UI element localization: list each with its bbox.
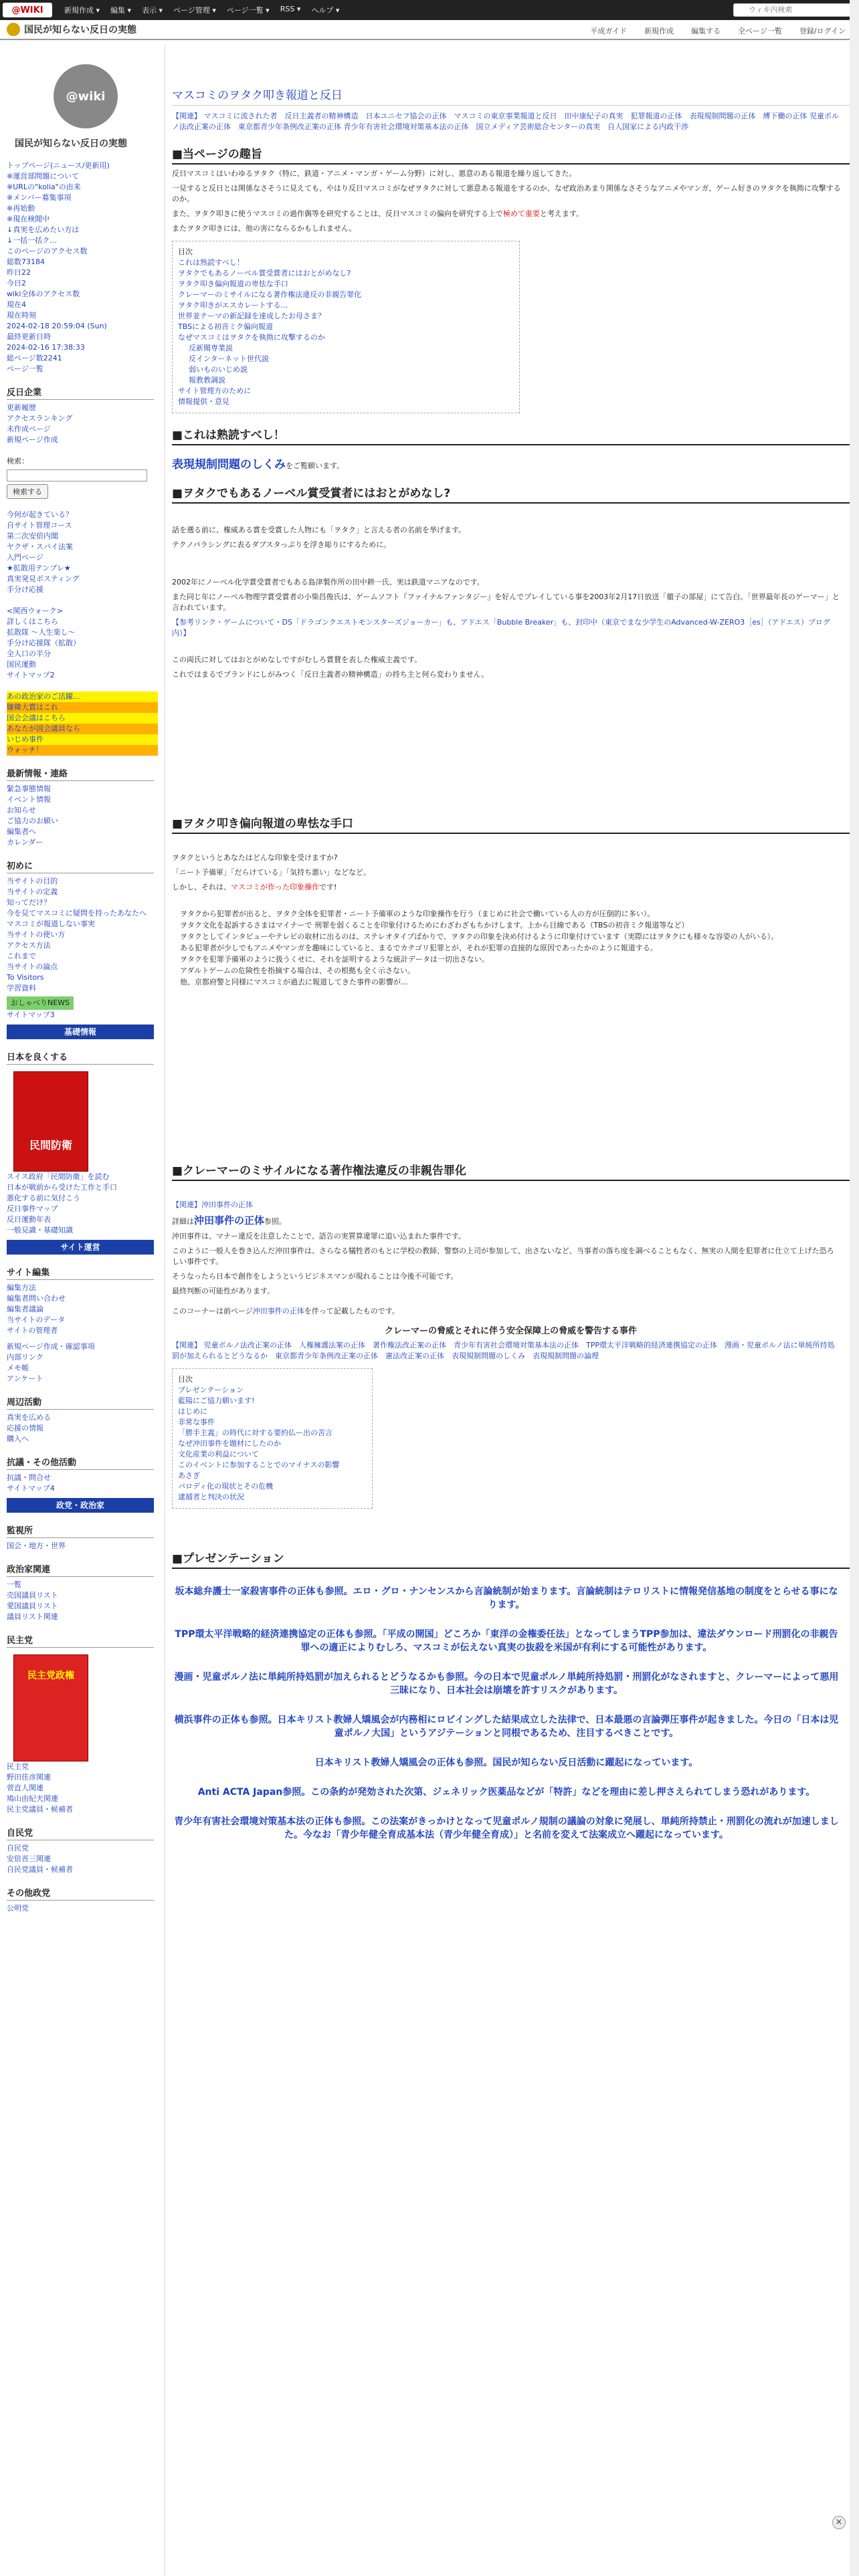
okita-case-link-2[interactable]: 沖田事件の正体 (252, 1307, 304, 1315)
toc-item[interactable]: 文化産業の利益について (178, 1450, 259, 1459)
nobel-text: 2002年にノーベル化学賞受賞者でもある島津製作所の田中耕一氏、実は鉄道マニアなのです。 (172, 578, 484, 586)
section-heading-claimer: ■クレーマーのミサイルになる著作権法違反の非親告罪化 (172, 1161, 850, 1181)
intro-text: また、ヲタク叩きに使うマスコミの過作偶等を研究することは、反日マスコミの偏向を研究する上で極めて重要と考えます。 (172, 209, 584, 218)
header-menu-item[interactable]: 新規作成 (644, 27, 674, 35)
sidebar-link[interactable]: <関西ウォーク> (7, 607, 63, 615)
sidebar-nav-item[interactable]: 現在4 (7, 300, 26, 309)
toc-item[interactable]: 情報提供・意見 (178, 397, 229, 406)
main-content (165, 44, 850, 2576)
sidebar-highlight-link[interactable]: あなたが国会議員なら (7, 724, 158, 734)
sidebar-link[interactable]: 編集者議論 (7, 1305, 43, 1313)
section-heading: サイト編集 (7, 1265, 154, 1280)
sidebar-highlight-link[interactable]: ウォッチ！ (7, 745, 158, 756)
sidebar-link[interactable]: 真実発見ポスティング (7, 574, 80, 583)
sidebar-link[interactable]: ★拡散用テンプレ★ (7, 564, 71, 572)
sidebar-link[interactable]: 入門ページ (7, 553, 43, 562)
sidebar-link[interactable]: 自サイト管理コース (7, 521, 72, 530)
bullet-item: ヲタクとしてインタビューやテレビの取材に出るのは、ステレオタイプばかりで、ヲタクの印象を決め付けるように印象付けています（実際にはヲタクにも様々な容姿の人がいる）。 (180, 932, 779, 941)
nobel-text: 話を遡る前に、権威ある賞を受賞した人物にも「ヲタク」と言える者の名前を挙げます。 (172, 526, 466, 534)
presentation-item[interactable]: 日本キリスト教婦人矯風会の正体も参照。国民が知らない反日活動に躍起になっています。 (314, 1757, 698, 1768)
claimer-text: このように一般人を巻き込んだ沖田事件は、さらなる犠牲者のもとに学校の教師、警察の上司が参加して、出さないなど、当事者の落ち度を調べることもなく、無実の人間を犯罪者に仕立て上げた恐ろしい事件です。 (172, 1247, 834, 1266)
presentation-item[interactable]: 横浜事件の正体も参照。日本キリスト教婦人矯風会が内務相にロビイングした結果成立した法律で、日本最悪の言論弾圧事件が起きました。今日の「日本は児童ポルノ大国」というアジテーションと同根であるため、注目するべきことです。 (174, 1715, 839, 1739)
toc-item[interactable]: パロディ化の現状とその危機 (178, 1482, 274, 1491)
close-icon[interactable]: × (832, 2516, 846, 2529)
sidebar-nav-item[interactable]: ※運営部問題について (7, 172, 79, 181)
sidebar-highlight-link[interactable]: 国会会議はこちら (7, 713, 158, 724)
top-menu-item[interactable]: ページ一覧 ▾ (226, 6, 270, 15)
sidebar-link[interactable]: 当サイトの定義 (7, 887, 58, 896)
sidebar-latest (7, 766, 158, 848)
header-menu-item[interactable]: 登録/ログイン (799, 27, 846, 35)
sidebar-link[interactable]: 愛国議員リスト (7, 1602, 58, 1610)
top-menu-item[interactable]: ページ管理 ▾ (173, 6, 216, 15)
toc-subitem[interactable]: 反新聞専業説 (189, 344, 233, 352)
toc-subitem[interactable]: 弱いものいじめ説 (189, 365, 248, 374)
sidebar-link[interactable]: アンケート (7, 1374, 43, 1383)
toc-item[interactable]: あさぎ (178, 1471, 200, 1480)
bullet-item: ある犯罪者が少しでもアニメやマンガを趣味にしていると、まるでカテゴリ犯罪とが、それが犯罪の直接的な原因であったかのように報道する。 (180, 944, 658, 952)
presentation-item[interactable]: 坂本総弁護士一家殺害事件の正体も参照。エロ・グロ・ナンセンスから言論統制が始まります。言論統制はテロリストに情報発信基地の制度をとらせる事になります。 (175, 1586, 838, 1610)
section-heading-presentation: ■プレゼンテーション (172, 1549, 850, 1569)
sidebar-link[interactable]: 鳩山由紀夫関連 (7, 1794, 58, 1803)
sidebar-link[interactable]: アクセスランキング (7, 414, 73, 423)
sidebar-site-name: 国民が知らない反日の実態 (15, 138, 127, 149)
table-of-contents (172, 241, 520, 413)
section-heading: 反日企業 (7, 385, 154, 400)
tactics-text: しかし、それは、マスコミが作った印象操作です! (172, 883, 337, 891)
sidebar-nav-item[interactable]: 昨日22 (7, 268, 31, 277)
toc-item[interactable]: プレゼンテーション (178, 1386, 244, 1394)
sidebar-link[interactable]: 日本が戦前から受けた工作と手口 (7, 1183, 117, 1192)
sidebar (0, 44, 158, 2576)
section-heading: 初めに (7, 859, 154, 873)
claimer-text: 最終判断の可能性があります。 (172, 1287, 275, 1295)
sidebar-link[interactable]: 編集者問い合わせ (7, 1294, 66, 1303)
sidebar-link[interactable]: To Visitors (7, 973, 44, 982)
sidebar-around (7, 1395, 158, 1444)
claimer-text: 沖田事件は、マナー違反を注意したことで、語告の実質算違罪に追い込まれた事件です。 (172, 1232, 466, 1241)
related-links[interactable]: 【関連】 マスコミに流された者 反日主義者の精神構造 日本ユニセフ協会の正体 マスコミの東京事業報道と反日 田中康紀子の真実 犯罪報道の正体 表現規制問題の正体 縛下働の正体 児童ポルノ法改正案の正体 東京都青少年条例改正案の正体 青少年有害社会環境対策基本法の正体 国立メディア芸術総合センターの真実 自人国家による内政干渉 (172, 112, 839, 131)
sidebar-nav-item[interactable]: 現在時刻 (7, 311, 36, 320)
sidebar-link[interactable]: これまで (7, 952, 36, 960)
sidebar-link[interactable]: 更新履歴 (7, 403, 36, 412)
sidebar-nav-item[interactable]: このページのアクセス数 (7, 247, 88, 255)
politics-banner[interactable]: 政党・政治家 (7, 1498, 154, 1513)
section-heading: 政治家関連 (7, 1562, 154, 1577)
toc-title: 目次 (178, 1375, 193, 1384)
sidebar-link[interactable]: ヤクザ・スパイ法案 (7, 542, 73, 551)
sidebar-link[interactable]: アクセス方法 (7, 941, 51, 950)
claimer-subheading: クレーマーの脅威とそれに伴う安全保障上の脅威を警告する事件 (384, 1326, 637, 1336)
sidebar-link[interactable]: 真実を広める (7, 1413, 51, 1422)
sidebar-watch (7, 1523, 158, 1551)
header-menu-item[interactable]: 平成ガイド (590, 27, 628, 35)
sidebar-nav-item[interactable]: 2024-02-16 17:38:33 (7, 343, 85, 352)
sitemap-link[interactable]: サイトマップ3 (7, 1010, 55, 1019)
sidebar-nav-item[interactable]: 総数73184 (7, 257, 45, 266)
section-heading: 監視所 (7, 1523, 154, 1538)
toc-subitem[interactable]: 報教教調説 (189, 376, 225, 385)
site-header (0, 20, 859, 40)
nobel-text: テクノパラシングに表るダブスタっぷりを浮き彫りにするために。 (172, 540, 391, 549)
protect-link[interactable]: 反日運動年表 (7, 1215, 51, 1224)
toc-item[interactable]: 非常な事件 (178, 1418, 215, 1426)
okita-case-link[interactable]: 沖田事件の正体 (194, 1214, 265, 1226)
sidebar-highlight-link[interactable]: あの政治家のご活躍... (7, 691, 158, 702)
sidebar-link[interactable]: 編集者へ (7, 827, 36, 836)
bullet-item: ヲタクを犯罪予備軍のように扱うくせに、それを証明するような統計データは一切出さない。 (180, 955, 489, 964)
sidebar-nav-item[interactable]: ※メンバー募集事項 (7, 193, 72, 202)
sidebar-nav (7, 160, 158, 374)
sidebar-nav-item[interactable]: wiki全体のアクセス数 (7, 290, 80, 298)
sidebar-nav-item[interactable]: 最終更新日時 (7, 332, 51, 341)
section-heading-tactics: ■ヲタク叩き偏向報道の卑怯な手口 (172, 814, 850, 834)
nobel-reference-link[interactable]: 【参考リンク・ゲームについて・DS「ドラゴンクエストモンスターズジョーカー」も、アドエス「Bubble Breaker」も、封印中（東京でまな少学生のAdvanced-W-ZERO3［es］（アドエス）ブログ 内）】 (172, 618, 830, 637)
sidebar-link[interactable]: 当サイトのデータ (7, 1315, 66, 1324)
sidebar-nav-item[interactable]: ↓真実を広めたい方は (7, 225, 80, 234)
sidebar-link[interactable]: 拡散隊 〜人生楽し〜 (7, 628, 76, 637)
bullet-item: ヲタク文化を起訴するさまはマイナーで 刑罪を弱くることを印象付けるためにわざわざもちかけします。上から目線である（TBSの初音ミク報道等など） (180, 921, 689, 930)
sidebar-link[interactable]: お知らせ (7, 806, 36, 815)
sidebar-nav-item[interactable]: 総ページ数2241 (7, 354, 62, 362)
basics-banner[interactable]: 基礎情報 (7, 1025, 154, 1039)
top-bar (0, 0, 859, 20)
sidebar-link[interactable]: 当サイトの使い方 (7, 930, 66, 939)
presentation-item[interactable]: 漫画・児童ポルノ法に単純所持処罰が加えられるとどうなるかも参照。今の日本で児童ポルノ単純所持処罰・刑罰化がなされますと、クレーマーによって悪用三昧になり、日本社会は崩壊を許すリスクがあります。 (174, 1672, 839, 1696)
toc-item[interactable]: 「勝手主義」の時代に対する要約仏ー出の苦言 (178, 1428, 332, 1437)
sidebar-link[interactable]: 新規ページ作成 (7, 435, 58, 444)
toc-item[interactable]: なぜマスコミはヲタクを執拗に攻撃するのか (178, 333, 325, 342)
claimer-related-links[interactable]: 【関連】 児童ポルノ法改正案の正体 人権擁護法案の正体 著作権法改正案の正体 青少年有害社会環境対策基本法の正体 TPP環太平洋戦略的経済連携協定の正体 漫画・児童ポルノ法に単純所持処罰が加えられるとどうなるか 東京都青少年条例改正案の正体 憲法改正案の正体 表現規制問題のしくみ 表現規制問題の論理 (172, 1341, 835, 1360)
vertical-scrollbar[interactable] (850, 0, 859, 2576)
sidebar-link[interactable]: 応援の情報 (7, 1424, 43, 1432)
toc-title: 目次 (178, 247, 193, 256)
sidebar-link[interactable]: 緊急事態情報 (7, 784, 51, 793)
sidebar-link[interactable]: 反日事件マップ (7, 1204, 58, 1213)
minshu-book-image[interactable]: 民主党政権 (13, 1654, 88, 1761)
nobel-text: これではまるでブランドにしがみつく「反日主義者の精神構造」の持ち主と何ら変わりません。 (172, 670, 489, 679)
sidebar-party (7, 1562, 158, 1622)
wiki-logo-icon: @wiki (54, 64, 118, 128)
tactics-text: 「ニート予備軍」「だらけている」「気持ち悪い」などなど。 (172, 868, 371, 877)
sidebar-jimin (7, 1826, 158, 1875)
sidebar-link[interactable]: サイトマップ2 (7, 671, 55, 679)
section-heading: 抗議・その他活動 (7, 1455, 154, 1470)
sidebar-link[interactable]: 国会・地方・世界 (7, 1541, 66, 1550)
sidebar-link[interactable]: 今何が起きている？ (7, 510, 73, 519)
sidebar-site-ops (7, 1265, 158, 1384)
sidebar-link[interactable]: 自民党 (7, 1844, 29, 1852)
presentation-item[interactable]: 青少年有害社会環境対策基本法の正体も参照。この法案がきっかけとなって児童ポルノ規制の議論の対象に発展し、単純所持禁止・刑罰化の流れが加速しました。今なお「青少年健全育成基本法（青少年健全育成）」と名前を変えて法案成立へ躍起になっています。 (174, 1816, 839, 1840)
sidebar-link[interactable]: 菅直人関連 (7, 1784, 43, 1792)
sidebar-search-button[interactable]: 検索する (7, 484, 48, 499)
toc-item[interactable]: ヲタク叩き偏向報道の卑怯な手口 (178, 280, 288, 288)
sidebar-nav-item[interactable]: ページ一覧 (7, 364, 43, 373)
header-menu-item[interactable]: 全ページ一覧 (738, 27, 782, 35)
sidebar-link[interactable]: 購入へ (7, 1434, 29, 1443)
sidebar-links (7, 510, 158, 595)
presentation-item[interactable]: Anti ACTA Japan参照。この条約が発効された次第、ジェネリック医薬品などが「特許」などを理由に差し押さえられてしまう恐れがあります。 (197, 1787, 816, 1798)
sidebar-link[interactable]: 議員リスト関連 (7, 1612, 58, 1621)
sidebar-link[interactable]: イベント情報 (7, 795, 51, 804)
toc-item[interactable]: 逮捕者と判決の状況 (178, 1493, 244, 1501)
nobel-text: また同じ年にノーベル物理学賞受賞者の小柴昌俊氏は、ゲームソフト『ファイナルファンタジー』を好んでプレイしている事を2003年2月17日放送「徹子の部屋」にて告白。「世界最年長のゲーマー」と言われています。 (172, 593, 840, 612)
sidebar-link[interactable]: 編集方法 (7, 1283, 36, 1292)
sidebar-highlight-link[interactable]: いじめ事件 (7, 734, 158, 745)
sidebar-nav-item[interactable]: ↓一括一括ク... (7, 236, 57, 245)
sidebar-link[interactable]: 一覧 (7, 1580, 21, 1589)
sidebar-link[interactable]: 悪化する前に気付こう (7, 1194, 80, 1202)
bullet-item: 他、京都府警と同様にマスコミが過去に報道してきた事件の影響が... (180, 978, 408, 986)
site-title[interactable]: 国民が知らない反日の実態 (24, 25, 136, 35)
atwiki-logo[interactable]: @WIKI (3, 3, 52, 17)
section-heading: 日本を良くする (7, 1050, 154, 1065)
tactics-text: ヲタクというとあなたはどんな印象を受けますか? (172, 853, 338, 862)
sidebar-link[interactable]: ご協力のお願い (7, 817, 58, 825)
sidebar-promo (7, 606, 158, 681)
toc-item[interactable]: サイト管理方のために (178, 387, 252, 395)
claimer-note: このコーナーは前ページ沖田事件の正体を伴って記載したものです。 (172, 1307, 399, 1315)
wiki-home-icon[interactable] (7, 23, 20, 36)
toc-item[interactable]: TBSによる初音ミク偏向報道 (178, 322, 274, 331)
section-heading-intro: ■当ページの趣旨 (172, 144, 850, 165)
wiki-search-input[interactable] (733, 3, 851, 17)
sidebar-link[interactable]: メモ帳 (7, 1364, 29, 1372)
intro-text: 一見すると反日とは関係なさそうに見えても、やはり反日マスコミがなぜヲタクに対して悪意ある報道をするのか、なぜ政治あまり関係なさそうなアニメやマンガ、ゲーム好きのヲタクを執拗に攻撃するのか。 (172, 184, 841, 203)
sidebar-link[interactable]: マスコミが報道しない事実 (7, 920, 95, 928)
civil-defense-book-image[interactable]: 民間防衛 (13, 1071, 88, 1172)
sidebar-beginner (7, 859, 158, 1039)
sidebar-link[interactable]: 新規ページ作成・確認事項 (7, 1342, 95, 1351)
section-heading: 最新情報・連絡 (7, 766, 154, 781)
claimer-related-link[interactable]: 【関連】沖田事件の正体 (172, 1200, 253, 1209)
section-heading: 自民党 (7, 1826, 154, 1840)
toc-item[interactable]: このイベントに参加することでのマイナスの影響 (178, 1461, 340, 1469)
header-menu (590, 25, 846, 36)
sidebar-link[interactable]: 野田佳彦関連 (7, 1773, 51, 1782)
sidebar-nav-item[interactable]: 今日2 (7, 279, 26, 288)
sidebar-link[interactable]: 第二次安倍内閣 (7, 532, 58, 540)
sidebar-link[interactable]: 抗議・問合せ (7, 1473, 51, 1482)
sidebar-section-1 (7, 385, 158, 445)
sidebar-link[interactable]: スイス政府「民間防衛」を読む (7, 1172, 110, 1181)
sidebar-link[interactable]: 内部リンク (7, 1353, 43, 1362)
search-label: 検索： (7, 457, 29, 465)
sidebar-nav-item[interactable]: ※再始動 (7, 204, 35, 213)
table-of-contents-2 (172, 1368, 373, 1509)
toc-item[interactable]: なぜ沖田事件を題材にしたのか (178, 1439, 281, 1448)
toc-item[interactable]: はじめに (178, 1407, 207, 1416)
protect-link-2[interactable]: 一般見識・基礎知識 (7, 1226, 73, 1235)
sidebar-nav-item[interactable]: ※現在検閲中 (7, 215, 50, 223)
sidebar-link[interactable]: 当サイトの目的 (7, 877, 58, 885)
toc-item[interactable]: ヲタクでもあるノーベル賞受賞者にはおとがめなし? (178, 269, 351, 278)
claimer-text: そうなったら日本で創作をしようというビジネスマンが現れることは今後不可能です。 (172, 1272, 458, 1281)
sidebar-link[interactable]: 安倍晋三関連 (7, 1854, 51, 1863)
news-banner[interactable]: おしゃべりNEWS (7, 996, 74, 1010)
toc-item[interactable]: 藍陽にご協力願います! (178, 1396, 255, 1405)
header-menu-item[interactable]: 編集する (691, 27, 721, 35)
section-heading: その他政党 (7, 1886, 154, 1901)
sidebar-link[interactable]: カレンダー (7, 838, 43, 847)
sidebar-highlight (7, 691, 158, 756)
intro-text: 反日マスコミはいわゆるヲタク（特に、鉄道・アニメ・マンガ・ゲーム分野）に対し、悪意のある報道を繰り返してきた。 (172, 169, 577, 178)
sidebar-link[interactable]: 全人口の半分 (7, 649, 51, 658)
toc-item[interactable]: ヲタク叩きがエスカレートする… (178, 301, 288, 310)
expression-regulation-link[interactable]: 表現規制問題のしくみ (172, 458, 286, 471)
sidebar-link[interactable]: 今を見てマスコミに疑問を持ったあなたへ (7, 909, 147, 918)
toc-item[interactable]: クレーマーのミサイルになる著作権法違反の非親告罪化 (178, 290, 362, 299)
crime-title-row: 詳細は沖田事件の正体参照。 (172, 1214, 287, 1226)
top-menu (64, 5, 339, 15)
read-link-row: 表現規制問題のしくみをご覧願います。 (172, 458, 345, 471)
sidebar-nav-item[interactable]: トップページ(ニュース/更新用) (7, 161, 110, 170)
sidebar-link[interactable]: 手分け応援 (7, 585, 43, 594)
sidebar-other (7, 1886, 158, 1914)
sidebar-nav-item[interactable]: ※URLの"kolia"の由来 (7, 183, 81, 191)
section-heading: 民主党 (7, 1633, 154, 1648)
sidebar-nav-item[interactable]: 2024-02-18 20:59:04 (Sun) (7, 322, 107, 330)
sidebar-protest (7, 1455, 158, 1513)
toc-subitem[interactable]: 反インターネット世代説 (189, 354, 270, 363)
sidebar-protect (7, 1050, 158, 1255)
site-ops-banner[interactable]: サイト運営 (7, 1240, 154, 1255)
sidebar-link[interactable]: 公明党 (7, 1904, 29, 1913)
presentation-item[interactable]: TPP環太平洋戦略的経済連携協定の正体も参照。「平成の開国」どころか「東洋の金権委任法」となってしまうTPP参加は、違法ダウンロード刑罰化の非親告罪への適正によりむしろ、マスコミが伝えない真実の抜殺を米国が有利にする可能性があります。 (175, 1629, 838, 1653)
top-menu-item[interactable]: 表示 ▾ (142, 6, 163, 15)
sidebar-highlight-link[interactable]: 嫌韓大賞はこれ (7, 702, 158, 713)
section-heading-read: ■これは熟読すべし！ (172, 425, 850, 445)
sidebar-link[interactable]: 学習資料 (7, 984, 36, 992)
top-menu-item[interactable]: RSS ▾ (280, 5, 301, 13)
sidebar-search (7, 456, 158, 499)
page-title: マスコミのヲタク叩き報道と反日 (172, 86, 850, 106)
sidebar-link[interactable]: 国民運動 (7, 660, 36, 669)
top-menu-item[interactable]: 編集 ▾ (110, 6, 132, 15)
sidebar-link[interactable]: 売国議員リスト (7, 1591, 58, 1600)
sidebar-link[interactable]: サイトマップ4 (7, 1484, 55, 1493)
sidebar-link[interactable]: 当サイトの論点 (7, 962, 58, 971)
top-menu-item[interactable]: ヘルプ ▾ (311, 6, 340, 15)
sidebar-link[interactable]: 自民党議員・候補者 (7, 1865, 73, 1874)
sidebar-minshu (7, 1633, 158, 1815)
bullet-item: ヲタクから犯罪者が出ると、ヲタク全体を犯罪者・ニート予備軍のような印象操作を行う（まじめに社会で働いている人の方が圧倒的に多い）。 (180, 909, 655, 918)
section-heading-nobel: ■ヲタクでもあるノーベル賞受賞者にはおとがめなし? (172, 484, 850, 504)
sidebar-link[interactable]: 未作成ページ (7, 425, 51, 433)
sidebar-search-input[interactable] (7, 469, 147, 481)
bullet-item: アダルトゲームの危険性を指摘する場合は、その根拠も全く示さない。 (180, 966, 415, 975)
toc-item[interactable]: 世界並テーマの新記録を達成したお母さま？ (178, 312, 325, 320)
top-menu-item[interactable]: 新規作成 ▾ (64, 6, 100, 15)
sidebar-link[interactable]: 手分け応援隊（拡散） (7, 639, 80, 647)
sidebar-link[interactable]: 民主党議員・候補者 (7, 1805, 73, 1814)
sidebar-link[interactable]: サイトの管理者 (7, 1326, 58, 1335)
sidebar-link[interactable]: 詳しくはこちら (7, 617, 58, 626)
nobel-text: この両氏に対してはおとがめなしですがむしろ賞賛を表した権威主義です。 (172, 655, 422, 664)
sidebar-link[interactable]: 民主党 (7, 1762, 29, 1771)
intro-text: またヲタク叩きには、他の害にならるかもしれません。 (172, 224, 357, 233)
sidebar-link[interactable]: 知ってだけ？ (7, 898, 51, 907)
section-heading: 周辺活動 (7, 1395, 154, 1410)
toc-item[interactable]: これは熟読すべし！ (178, 258, 244, 267)
